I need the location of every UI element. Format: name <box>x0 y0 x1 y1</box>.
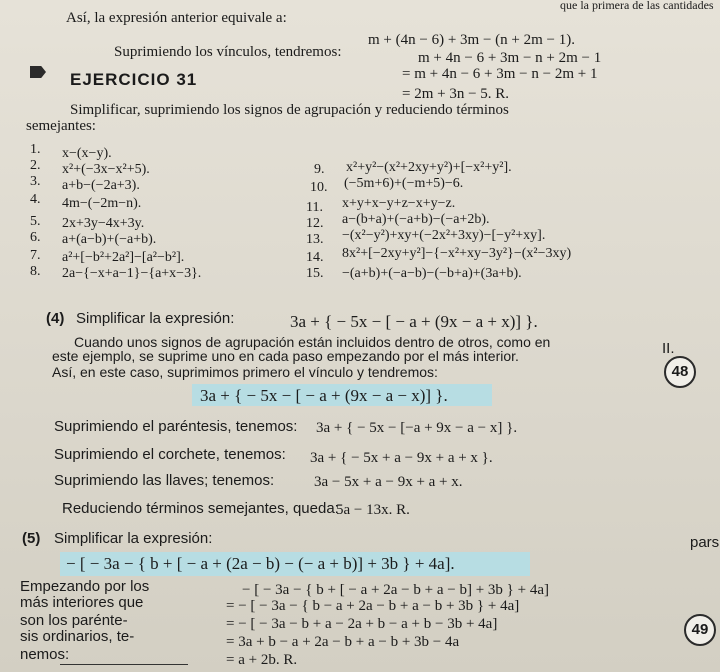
exercise-item-number: 4. <box>30 192 41 207</box>
example-5-text-line-1: Empezando por los <box>20 578 150 595</box>
example-4-step-2-label: Suprimiendo el corchete, tenemos: <box>54 446 286 463</box>
example-5-equation-2: = − [ − 3a − { b − a + 2a − b + a − b + 3b } + 4a] <box>226 598 520 614</box>
exercise-item-number: 8. <box>30 264 41 279</box>
example-4-paragraph-2: este ejemplo, se suprime uno en cada paso empezando por el más interior. <box>52 348 519 364</box>
top-cut-text: que la primera de las cantidades <box>560 0 714 12</box>
example-5-text-line-5: nemos: <box>20 646 70 663</box>
example-4-step-3-expression: 3a − 5x + a − 9x + a + x. <box>314 474 463 490</box>
example-4-step-1-label: Suprimiendo el paréntesis, tenemos: <box>54 418 298 435</box>
example-5-label: (5) <box>22 530 41 547</box>
example-4-expression: 3a + { − 5x − [ − a + (9x − a + x)] }. <box>290 312 538 331</box>
exercise-item-expression: −(x²−y²)+xy+(−2x²+3xy)−[−y²+xy]. <box>342 228 546 243</box>
exercise-item-number: 3. <box>30 174 41 189</box>
exercise-item-expression: a+(a−b)+(−a+b). <box>62 232 157 247</box>
exercise-marker-icon <box>30 66 46 78</box>
exercise-instruction: Simplificar, suprimiendo los signos de agrupación y reduciendo términos <box>70 102 509 118</box>
example-4-paragraph-1: Cuando unos signos de agrupación están incluidos dentro de otros, como en <box>74 334 551 350</box>
exercise-title: EJERCICIO 31 <box>70 70 198 89</box>
exercise-item-number: 1. <box>30 142 41 157</box>
exercise-item-number: 13. <box>306 232 324 247</box>
exercise-item-expression: 2x+3y−4x+3y. <box>62 216 145 231</box>
section-roman-numeral: II. <box>662 340 675 357</box>
example-5-prompt: Simplificar la expresión: <box>54 530 213 547</box>
example-4-step-2-expression: 3a + { − 5x + a − 9x + a + x }. <box>310 450 493 466</box>
exercise-item-number: 2. <box>30 158 41 173</box>
example-4-step-1-expression: 3a + { − 5x − [−a + 9x − a − x] }. <box>316 420 518 436</box>
example-4-step-3-label: Suprimiendo las llaves; tenemos: <box>54 472 275 489</box>
exercise-item-expression: 8x²+[−2xy+y²]−{−x²+xy−3y²}−(x²−3xy) <box>342 246 572 261</box>
exercise-item-expression: x+y+x−y+z−x+y−z. <box>342 196 456 211</box>
example-5-text-line-3: son los parénte- <box>20 612 128 629</box>
top-equation-2: = m + 4n − 6 + 3m − n − 2m + 1 <box>402 66 598 82</box>
exercise-item-expression: 4m−(−2m−n). <box>62 196 142 211</box>
example-4-label: (4) <box>46 310 65 327</box>
example-4-prompt: Simplificar la expresión: <box>76 310 235 327</box>
example-4-step-4-expression: 5a − 13x. R. <box>336 502 410 518</box>
example-4-paragraph-3: Así, en este caso, suprimimos primero el vínculo y tendremos: <box>52 364 438 380</box>
exercise-item-number: 12. <box>306 216 324 231</box>
intro-text: Así, la expresión anterior equivale a: <box>66 10 287 26</box>
exercise-item-number: 6. <box>30 230 41 245</box>
exercise-item-number: 9. <box>314 162 325 177</box>
example-5-equation-4: = 3a + b − a + 2a − b + a − b + 3b − 4a <box>226 634 460 650</box>
intro-expression: m + (4n − 6) + 3m − (n + 2m − 1). <box>368 32 575 48</box>
example-5-equation-1: − [ − 3a − { b + [ − a + 2a − b + a − b] + 3b } + 4a] <box>242 582 549 598</box>
answer-underline <box>60 664 188 665</box>
exercise-item-expression: a−(b+a)+(−a+b)−(−a+2b). <box>342 212 490 227</box>
exercise-item-number: 10. <box>310 180 328 195</box>
exercise-item-number: 5. <box>30 214 41 229</box>
example-4-step-4-label: Reduciendo términos semejantes, queda: <box>62 500 339 517</box>
example-5-highlight-expression: − [ − 3a − { b + [ − a + (2a − b) − (− a + b)] + 3b } + 4a]. <box>66 554 455 573</box>
exercise-item-expression: x−(x−y). <box>62 146 112 161</box>
exercise-item-expression: a+b−(−2a+3). <box>62 178 140 193</box>
exercise-item-number: 11. <box>306 200 323 215</box>
exercise-item-number: 14. <box>306 250 324 265</box>
margin-cut-word: pars <box>690 534 720 551</box>
example-5-equation-3: = − [ − 3a − b + a − 2a + b − a + b − 3b + 4a] <box>226 616 498 632</box>
exercise-item-number: 15. <box>306 266 324 281</box>
exercise-instruction-cont: semejantes: <box>26 118 96 134</box>
exercise-item-expression: x²+y²−(x²+2xy+y²)+[−x²+y²]. <box>346 160 512 175</box>
top-equation-3: = 2m + 3n − 5. R. <box>402 86 510 102</box>
page-number-49-badge: 49 <box>684 614 716 646</box>
exercise-item-expression: −(a+b)+(−a−b)−(−b+a)+(3a+b). <box>342 266 522 281</box>
page-number-48-badge: 48 <box>664 356 696 388</box>
top-equation-1: m + 4n − 6 + 3m − n + 2m − 1 <box>418 50 602 66</box>
example-5-equation-5: = a + 2b. R. <box>226 652 298 668</box>
example-4-highlight-expression: 3a + { − 5x − [ − a + (9x − a − x)] }. <box>200 386 448 405</box>
exercise-item-number: 7. <box>30 248 41 263</box>
exercise-item-expression: (−5m+6)+(−m+5)−6. <box>344 176 464 191</box>
exercise-item-expression: a²+[−b²+2a²]−[a²−b²]. <box>62 250 185 265</box>
exercise-item-expression: 2a−{−x+a−1}−{a+x−3}. <box>62 266 202 281</box>
example-5-text-line-2: más interiores que <box>20 594 144 611</box>
example-5-text-line-4: sis ordinarios, te- <box>20 628 135 645</box>
exercise-item-expression: x²+(−3x−x²+5). <box>62 162 150 177</box>
remove-bonds-text: Suprimiendo los vínculos, tendremos: <box>114 44 342 60</box>
